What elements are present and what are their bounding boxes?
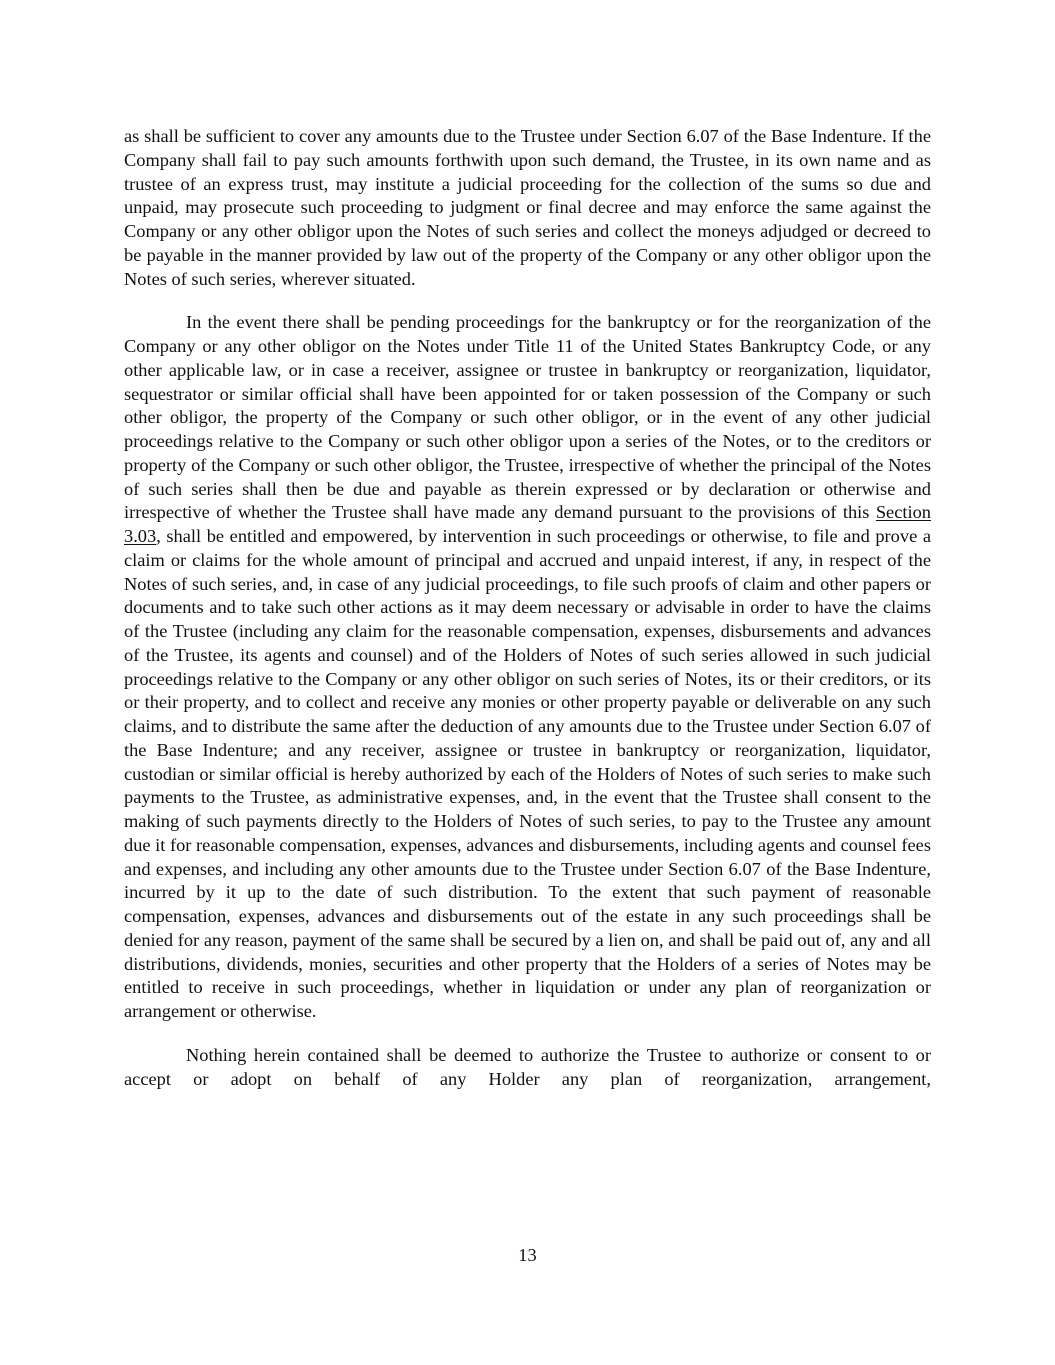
paragraph-bankruptcy-proceedings (124, 311, 931, 1024)
paragraph-continuation: as shall be sufficient to cover any amounts due to the Trustee under Section 6.07 of the Base Indenture. If the Company shall fail to pay such amounts forthwith upon such demand, the Trustee, in its own name and as trustee of an express trust, may institute a judicial proceeding for the collection of the sums so due and unpaid, may prosecute such proceeding to judgment or final decree and may enforce the same against the Company or any other obligor upon the Notes of such series and collect the moneys adjudged or decreed to be payable in the manner provided by law out of the property of the Company or any other obligor upon the Notes of such series, wherever situated. (124, 126, 931, 289)
page-number: 13 (518, 1245, 537, 1265)
section-reference-link[interactable]: Section 3.03 (124, 502, 931, 546)
paragraph-no-authorization: Nothing herein contained shall be deemed to authorize the Trustee to authorize or consent to or accept or adopt on behalf of any Holder any plan of reorganization, arrangement, (124, 1044, 931, 1089)
paragraph-text-after-reference: , shall be entitled and empowered, by intervention in such proceedings or otherwise, to file and prove a claim or claims for the whole amount of principal and accrued and unpaid interest, if any, in respect of the Notes of such series, and, in case of any judicial proceedings, to file such proofs of claim and other papers or documents and to take such other actions as it may deem necessary or advisable in order to have the claims of the Trustee (including any claim for the reasonable compensation, expenses, disbursements and advances of the Trustee, its agents and counsel) and of the Holders of Notes of such series allowed in such judicial proceedings relative to the Company or any other obligor on such series of Notes, its or their creditors, or its or their property, and to collect and receive any monies or other property payable or deliverable on any such claims, and to distribute the same after the deduction of any amounts due to the Trustee under Section 6.07 of the Base Indenture; and any receiver, assignee or trustee in bankruptcy or reorganization, liquidator, custodian or similar official is hereby authorized by each of the Holders of Notes of such series to make such payments to the Trustee, as administrative expenses, and, in the event that the Trustee shall consent to the making of such payments directly to the Holders of Notes of such series, to pay to the Trustee any amount due it for reasonable compensation, expenses, advances and disbursements, including agents and counsel fees and expenses, and including any other amounts due to the Trustee under Section 6.07 of the Base Indenture, incurred by it up to the date of such distribution. To the extent that such payment of reasonable compensation, expenses, advances and disbursements out of the estate in any such proceedings shall be denied for any reason, payment of the same shall be secured by a lien on, and shall be paid out of, any and all distributions, dividends, monies, securities and other property that the Holders of a series of Notes may be entitled to receive in such proceedings, whether in liquidation or under any plan of reorganization or arrangement or otherwise. (124, 526, 931, 1021)
document-body (124, 125, 931, 1091)
paragraph-text-before-reference: In the event there shall be pending proceedings for the bankruptcy or for the reorganization of the Company or any other obligor on the Notes under Title 11 of the United States Bankruptcy Code, or any other applicable law, or in case a receiver, assignee or trustee in bankruptcy or reorganization, liquidator, sequestrator or similar official shall have been appointed for or taken possession of the Company or such other obligor, the property of the Company or such other obligor, or in the event of any other judicial proceedings relative to the Company or such other obligor upon a series of the Notes, or to the creditors or property of the Company or such other obligor, the Trustee, irrespective of whether the principal of the Notes of such series shall then be due and payable as therein expressed or by declaration or otherwise and irrespective of whether the Trustee shall have made any demand pursuant to the provisions of this (124, 312, 931, 523)
